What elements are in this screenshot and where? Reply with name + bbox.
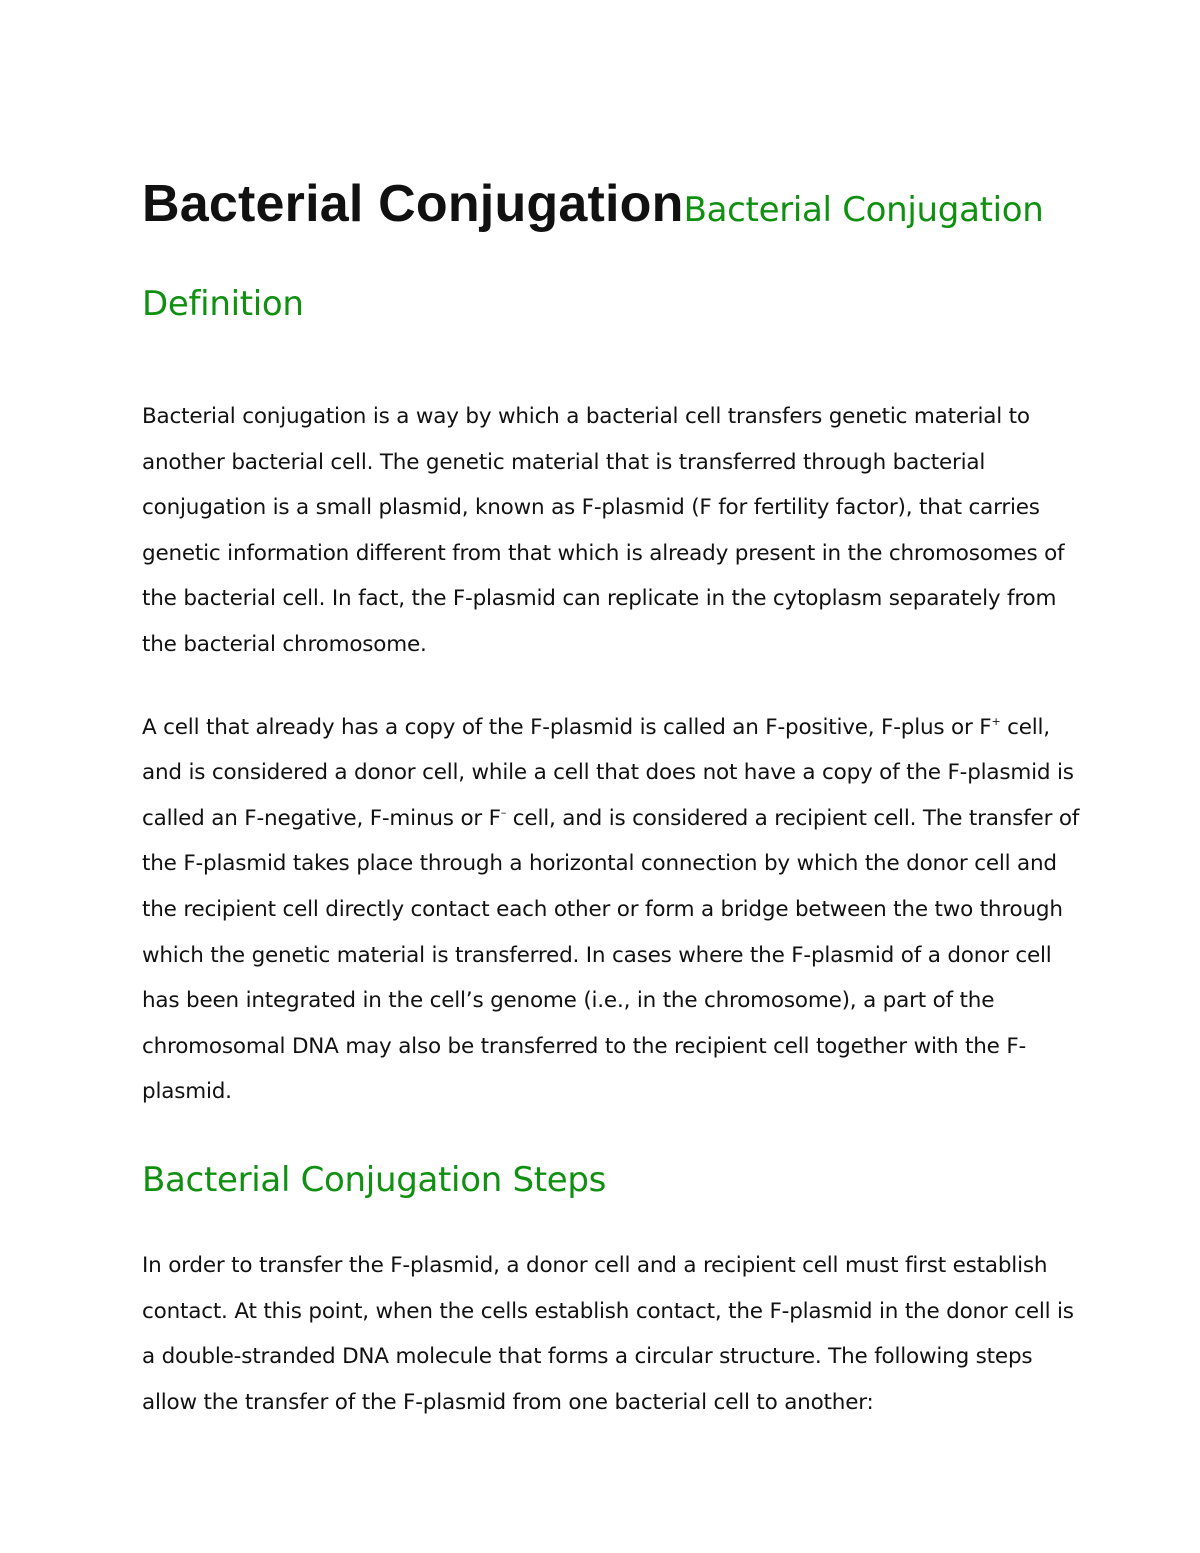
section-heading-definition: Bacterial Conjugation Definition: [142, 190, 1044, 324]
superscript-plus: +: [991, 714, 1001, 728]
paragraph-f-plasmid-part1: A cell that already has a copy of the F-plasmid is called an F-positive, F-plus or F: [142, 714, 992, 740]
paragraph-f-plasmid-part2: cell, and is considered a donor cell, while a cell that does not have a copy of the F-plasmid is called an F-negative, F-minus or F: [142, 714, 1074, 831]
paragraph-definition: Bacterial conjugation is a way by which a bacterial cell transfers genetic material to another bacterial cell. The genetic material that is transferred through bacterial conjugation is a small plasmid, known as F-plasmid (F for fertility factor), that carries genetic information different from that which is already present in the chromosomes of the bacterial cell. In fact, the F-plasmid can replicate in the cytoplasm separately from the bacterial chromosome.: [142, 404, 1065, 657]
document-page: [142, 160, 1082, 1425]
superscript-minus: –: [500, 805, 507, 819]
document-title: [142, 160, 1082, 354]
paragraph-steps-intro: In order to transfer the F-plasmid, a donor cell and a recipient cell must first establish contact. At this point, when the cells establish contact, the F-plasmid in the donor cell is a double-stranded DNA molecule that forms a circular structure. The following steps allow the transfer of the F-plasmid from one bacterial cell to another:: [142, 1252, 1074, 1415]
title-bold: Bacterial Conjugation: [142, 175, 684, 233]
section-heading-steps: Bacterial Conjugation Steps: [142, 1159, 607, 1200]
paragraph-f-plasmid: [142, 705, 1082, 1115]
paragraph-f-plasmid-part3: cell, and is considered a recipient cell. The transfer of the F-plasmid takes place through a horizontal connection by which the donor cell and the recipient cell directly contact each other or form a bridge between the two through which the genetic material is transferred. In cases where the F-plasmid of a donor cell has been integrated in the cell’s genome (i.e., in the chromosome), a part of the chromosomal DNA may also be transferred to the recipient cell together with the F-plasmid.: [142, 805, 1080, 1105]
